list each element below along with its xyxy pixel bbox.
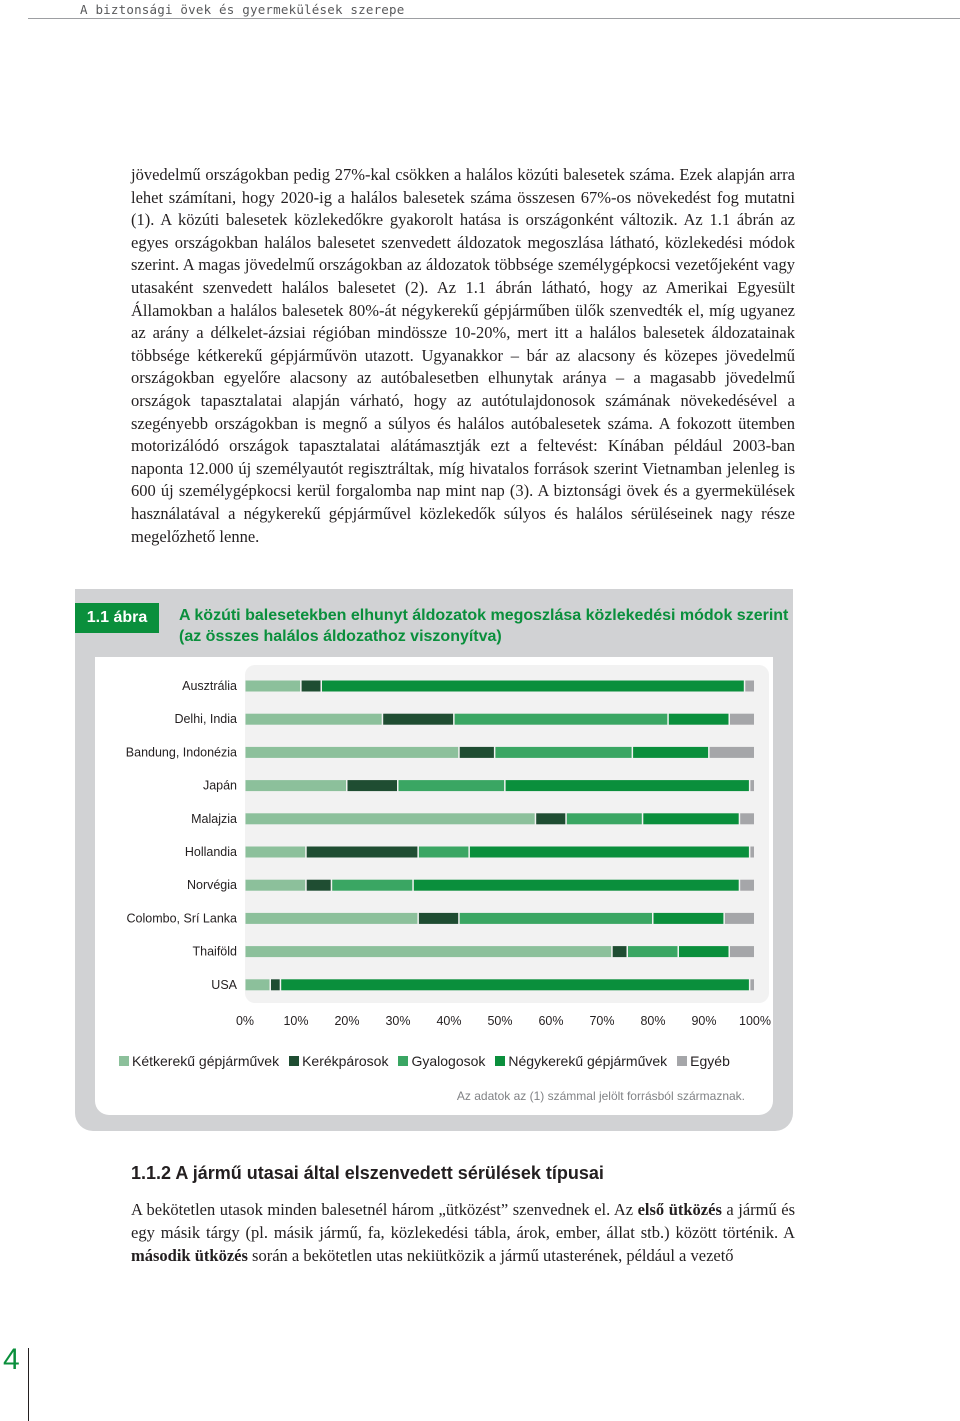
category-label: Colombo, Srí Lanka [126,911,237,926]
bar-segment [750,780,754,791]
bar-segment [710,747,754,758]
legend-label: Négykerekű gépjárművek [508,1053,668,1069]
bar-segment [643,813,738,824]
section-text-mid: a jármű és egy másik tárgy (pl. másik jármű, fa, közlekedési tábla, árok, ember, állat stb.) között történik. A [131,1200,795,1242]
bar-segment [246,979,270,990]
bar-segment [246,880,306,891]
category-label: Japán [202,778,237,793]
legend-swatch [677,1056,687,1066]
legend-swatch [398,1056,408,1066]
bar-segment [567,813,642,824]
bar-segment [506,780,749,791]
bar-segment [332,880,412,891]
category-label: Norvégia [186,878,237,893]
legend-item [495,1053,667,1069]
bar-segment [419,847,469,858]
legend-label: Kétkerekű gépjárművek [132,1053,280,1069]
bar-segment [654,913,724,924]
bar-segment [730,714,754,725]
x-tick-label: 80% [640,1013,666,1028]
first-collision-term: első ütközés [637,1200,722,1219]
bar-segment [246,946,612,957]
bar-segment [246,913,418,924]
legend-item [119,1053,279,1069]
source-note: Az adatok az (1) számmal jelölt forrásból származnak. [456,1089,745,1103]
stacked-bar-chart [95,657,773,1047]
bar-segment [246,714,382,725]
running-header: A biztonsági övek és gyermekülések szerepe [80,2,405,17]
section-text-intro: A bekötetlen utasok minden balesetnél három „ütközést” szenvednek el. Az [131,1200,638,1219]
bar-segment [470,847,749,858]
bar-segment [740,813,754,824]
figure-box [75,589,793,1131]
chart-panel [95,657,773,1115]
bar-segment [725,913,754,924]
bar-segment [414,880,739,891]
legend-label: Egyéb [690,1053,730,1069]
category-label: Hollandia [184,845,237,859]
legend-item [398,1053,485,1069]
bar-segment [495,747,631,758]
bar-segment [307,847,418,858]
bar-segment [246,681,301,692]
bar-segment [246,813,535,824]
x-tick-label: 30% [385,1013,411,1028]
bar-segment [281,979,749,990]
page-rule [28,1348,29,1421]
bar-segment [246,747,459,758]
bar-segment [740,880,754,891]
bar-segment [745,681,754,692]
legend-swatch [289,1056,299,1066]
bar-segment [460,747,494,758]
x-tick-label: 10% [283,1013,309,1028]
x-tick-label: 60% [538,1013,564,1028]
bar-segment [750,979,754,990]
x-tick-label: 50% [487,1013,513,1028]
bar-segment [536,813,565,824]
body-paragraph: jövedelmű országokban pedig 27%-kal csökken a halálos közúti balesetek száma. Ezek alapján arra lehet számítani, hogy 2020-ig a halálos balesetek száma összesen 67%-os növekedést fog mutatni (1). A közúti balesetek közlekedőkre gyakorolt hatása is országonként változik. Az 1.1 ábrán az egyes országokban halálos balesetet szenvedett áldozatok megoszlása látható, közlekedési módok szerint. A magas jövedelmű országokban az áldozatok többsége személygépkocsi vezetőjeként vagy utasaként szenvedett halálos balesetet (2). Az 1.1 ábrán látható, hogy az Amerikai Egyesült Államokban a halálos balesetek 80%-át négykerekű gépjárműben ülők szenvedték el, míg ugyanez az arány a délkelet-ázsiai régióban mindössze 10-20%, mert itt a halálos balesetek áldozatainak többsége kétkerekű gépjárművön utazott. Ugyanakkor – bár az alacsony és közepes jövedelmű országokban egyelőre alacsony az autóbalesetben elhunytak aránya – a magasabb jövedelmű országok tapasztalatai alapján várható, hogy az autótulajdonosok számának növekedésével a szegényebb országokban is megnő a súlyos és halálos autóbalesetek száma. A fokozott ütemben motorizálódó országok tapasztalatai alátámasztják ezt a feltevést: Kínában például 2003-ban naponta 12.000 új személyautót regisztráltak, míg hivatalos források szerint Vietnamban jelenleg is 600 új személygépkocsi kerül forgalomba nap mint nap (3). A biztonsági övek és a gyermekülések használatával a négykerekű gépjárművel közlekedők súlyos és halálos sérüléseinek nagy része megelőzhető lenne. [131,165,795,546]
category-label: USA [211,977,237,992]
bar-segment [750,847,754,858]
category-label: Thaiföld [192,944,237,959]
bar-segment [455,714,668,725]
x-tick-label: 90% [691,1013,717,1028]
x-tick-label: 0% [235,1013,255,1028]
legend-swatch [119,1056,129,1066]
page-number: 4 [3,1343,20,1376]
bar-segment [322,681,744,692]
bar-segment [679,946,729,957]
legend-item [289,1053,388,1069]
x-tick-label: 40% [436,1013,462,1028]
category-label: Bandung, Indonézia [125,745,237,760]
second-collision-term: második ütközés [131,1246,248,1265]
bar-segment [669,714,729,725]
bar-segment [419,913,458,924]
bar-segment [399,780,505,791]
x-tick-label: 100% [739,1013,771,1028]
bar-segment [348,780,398,791]
x-tick-label: 20% [334,1013,360,1028]
bar-segment [613,946,627,957]
bar-segment [730,946,754,957]
bar-segment [628,946,678,957]
bar-segment [307,880,331,891]
legend-item [677,1053,730,1069]
x-tick-label: 70% [589,1013,615,1028]
bar-segment [246,780,347,791]
figure-title: A közúti balesetekben elhunyt áldozatok megoszlása közlekedési módok szerint (az összes halálos áldozathoz viszonyítva) [179,607,789,645]
section-paragraph [131,1198,795,1267]
bar-segment [246,847,306,858]
legend-label: Gyalogosok [411,1053,486,1069]
category-label: Delhi, India [174,712,237,727]
section-text-end: során a bekötetlen utas nekiütközik a jármű utasterének, például a vezető [247,1246,734,1265]
section-heading: 1.1.2 A jármű utasai által elszenvedett sérülések típusai [131,1163,604,1183]
chart-legend [119,1053,759,1069]
bar-segment [271,979,280,990]
bar-segment [302,681,321,692]
bar-segment [383,714,453,725]
legend-label: Kerékpárosok [302,1053,389,1069]
legend-swatch [495,1056,505,1066]
bar-segment [460,913,652,924]
category-label: Malajzia [191,811,237,826]
header-rule [28,18,960,19]
category-label: Ausztrália [182,679,237,693]
figure-number: 1.1 ábra [75,603,159,633]
bar-segment [633,747,708,758]
